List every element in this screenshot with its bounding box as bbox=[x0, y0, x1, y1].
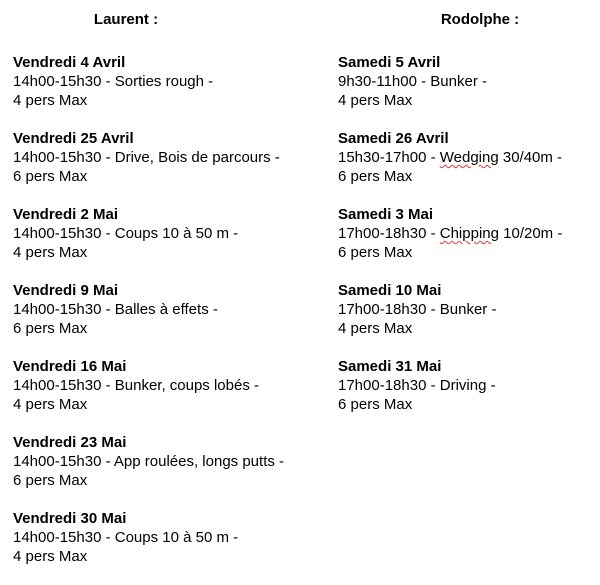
entry-date: Vendredi 30 Mai bbox=[13, 510, 127, 527]
entry-time-topic bbox=[338, 224, 593, 243]
entry-date: Samedi 31 Mai bbox=[338, 358, 442, 375]
entry-date: Vendredi 23 Mai bbox=[13, 434, 127, 451]
schedule-entry bbox=[13, 433, 323, 509]
entry-capacity: 6 pers Max bbox=[338, 244, 413, 261]
entry-date: Vendredi 9 Mai bbox=[13, 282, 119, 299]
entry-date: Vendredi 2 Mai bbox=[13, 206, 119, 223]
schedule-entry bbox=[13, 205, 323, 281]
entry-capacity: 6 pers Max bbox=[13, 472, 88, 489]
schedule-entry bbox=[338, 53, 593, 129]
schedule-entry bbox=[13, 357, 323, 433]
entry-time: 17h00-18h30 - bbox=[338, 225, 440, 242]
schedule-entry bbox=[338, 357, 593, 433]
entry-capacity: 4 pers Max bbox=[13, 396, 88, 413]
entry-date: Samedi 3 Mai bbox=[338, 206, 434, 223]
entry-time-topic: 14h00-15h30 - Balles à effets - bbox=[13, 301, 218, 318]
spellcheck-word: Wedging bbox=[439, 149, 499, 166]
schedule-entry bbox=[338, 281, 593, 357]
entry-time-topic: 9h30-11h00 - Bunker - bbox=[338, 73, 487, 90]
laurent-column bbox=[13, 10, 323, 585]
schedule-entry bbox=[338, 205, 593, 281]
entry-time-topic: 14h00-15h30 - Bunker, coups lobés - bbox=[13, 377, 259, 394]
entry-time-topic: 17h00-18h30 - Driving - bbox=[338, 377, 496, 394]
laurent-header: Laurent : bbox=[93, 11, 159, 28]
entry-date: Samedi 10 Mai bbox=[338, 282, 442, 299]
schedule-entry bbox=[338, 129, 593, 205]
entry-date: Samedi 26 Avril bbox=[338, 130, 449, 147]
spellcheck-word: Chipping bbox=[439, 225, 499, 242]
entry-time-topic: 14h00-15h30 - Sorties rough - bbox=[13, 73, 214, 90]
schedule-entry bbox=[13, 509, 323, 585]
entry-topic-rest: 10/20m - bbox=[498, 225, 563, 242]
schedule-entry bbox=[13, 53, 323, 129]
entry-capacity: 6 pers Max bbox=[338, 396, 413, 413]
rodolphe-column bbox=[338, 10, 593, 433]
entry-capacity: 4 pers Max bbox=[13, 244, 88, 261]
entry-time: 15h30-17h00 - bbox=[338, 149, 440, 166]
entry-time-topic: 14h00-15h30 - App roulées, longs putts - bbox=[13, 453, 285, 470]
entry-capacity: 6 pers Max bbox=[13, 168, 88, 185]
entry-time-topic: 14h00-15h30 - Drive, Bois de parcours - bbox=[13, 149, 280, 166]
entry-capacity: 4 pers Max bbox=[338, 92, 413, 109]
entry-capacity: 4 pers Max bbox=[13, 548, 88, 565]
entry-date: Vendredi 4 Avril bbox=[13, 54, 126, 71]
entry-capacity: 4 pers Max bbox=[338, 320, 413, 337]
entry-time-topic bbox=[338, 148, 593, 167]
entry-time-topic: 17h00-18h30 - Bunker - bbox=[338, 301, 497, 318]
entry-date: Vendredi 25 Avril bbox=[13, 130, 134, 147]
entry-capacity: 4 pers Max bbox=[13, 92, 88, 109]
entry-date: Samedi 5 Avril bbox=[338, 54, 441, 71]
entry-topic-rest: 30/40m - bbox=[498, 149, 563, 166]
entry-capacity: 6 pers Max bbox=[13, 320, 88, 337]
entry-date: Vendredi 16 Mai bbox=[13, 358, 127, 375]
entry-time-topic: 14h00-15h30 - Coups 10 à 50 m - bbox=[13, 225, 239, 242]
rodolphe-header: Rodolphe : bbox=[440, 11, 520, 28]
entry-capacity: 6 pers Max bbox=[338, 168, 413, 185]
schedule-entry bbox=[13, 129, 323, 205]
entry-time-topic: 14h00-15h30 - Coups 10 à 50 m - bbox=[13, 529, 239, 546]
schedule-entry bbox=[13, 281, 323, 357]
